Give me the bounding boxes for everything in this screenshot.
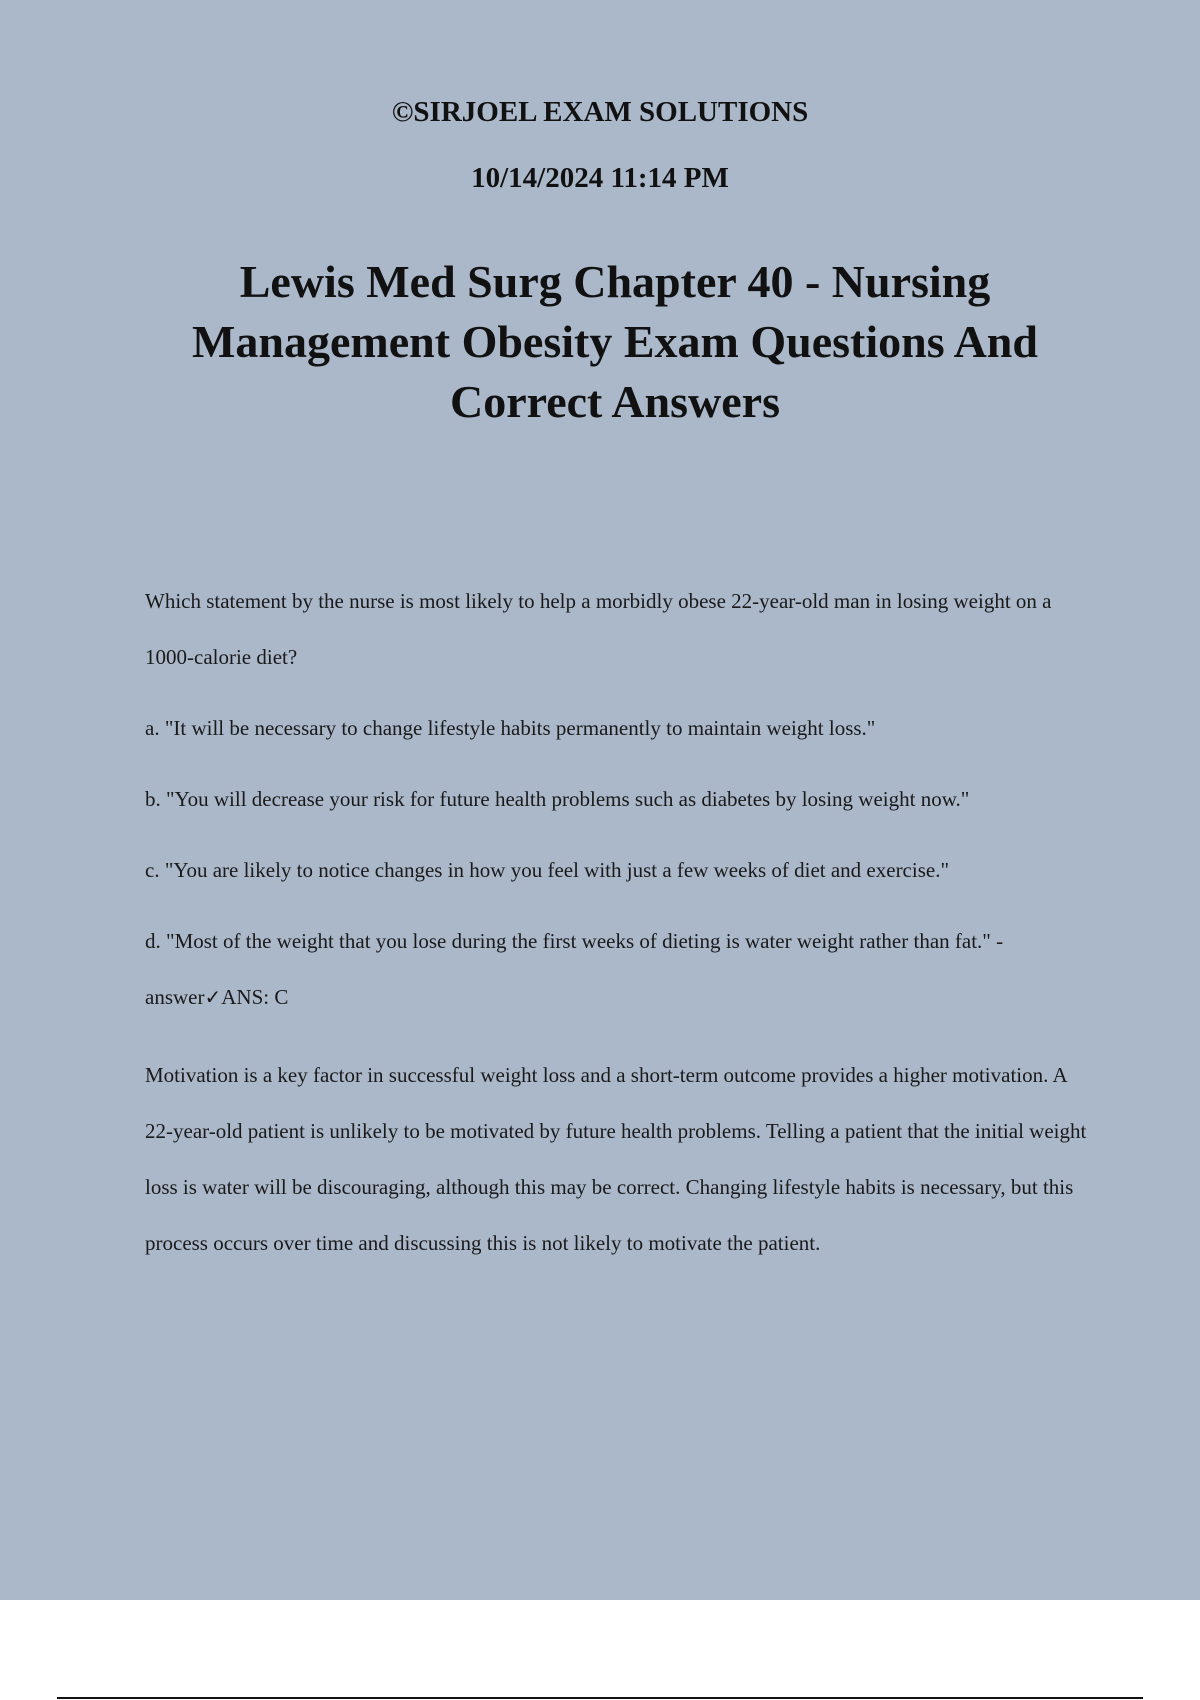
- answer-option-d-text: d. "Most of the weight that you lose during the first weeks of dieting is water weight rather than fat." - answer: [145, 929, 1004, 1009]
- footer-divider: [57, 1697, 1143, 1699]
- correct-answer: ANS: C: [221, 985, 289, 1009]
- answer-option-b: b. "You will decrease your risk for future health problems such as diabetes by losing weight now.": [145, 787, 970, 811]
- brand-header: ©SIRJOEL EXAM SOLUTIONS: [391, 96, 809, 128]
- document-title: Lewis Med Surg Chapter 40 - Nursing Management Obesity Exam Questions And Correct Answers: [192, 256, 1038, 427]
- question-stem: Which statement by the nurse is most likely to help a morbidly obese 22-year-old man in losing weight on a 1000-calorie diet?: [145, 589, 1052, 669]
- answer-option-d: [145, 913, 1090, 1025]
- answer-option-c: c. "You are likely to notice changes in how you feel with just a few weeks of diet and exercise.": [145, 858, 950, 882]
- question-block: [145, 573, 1090, 1286]
- timestamp-header: 10/14/2024 11:14 PM: [471, 162, 729, 194]
- checkmark-icon: ✓: [204, 985, 222, 1009]
- answer-option-a: a. "It will be necessary to change lifestyle habits permanently to maintain weight loss.": [145, 716, 876, 740]
- answer-rationale: Motivation is a key factor in successful weight loss and a short-term outcome provides a higher motivation. A 22-year-old patient is unlikely to be motivated by future health problems. Telling a patient that the initial weight loss is water will be discouraging, although this may be correct. Changing lifestyle habits is necessary, but this process occurs over time and discussing this is not likely to motivate the patient.: [145, 1063, 1087, 1255]
